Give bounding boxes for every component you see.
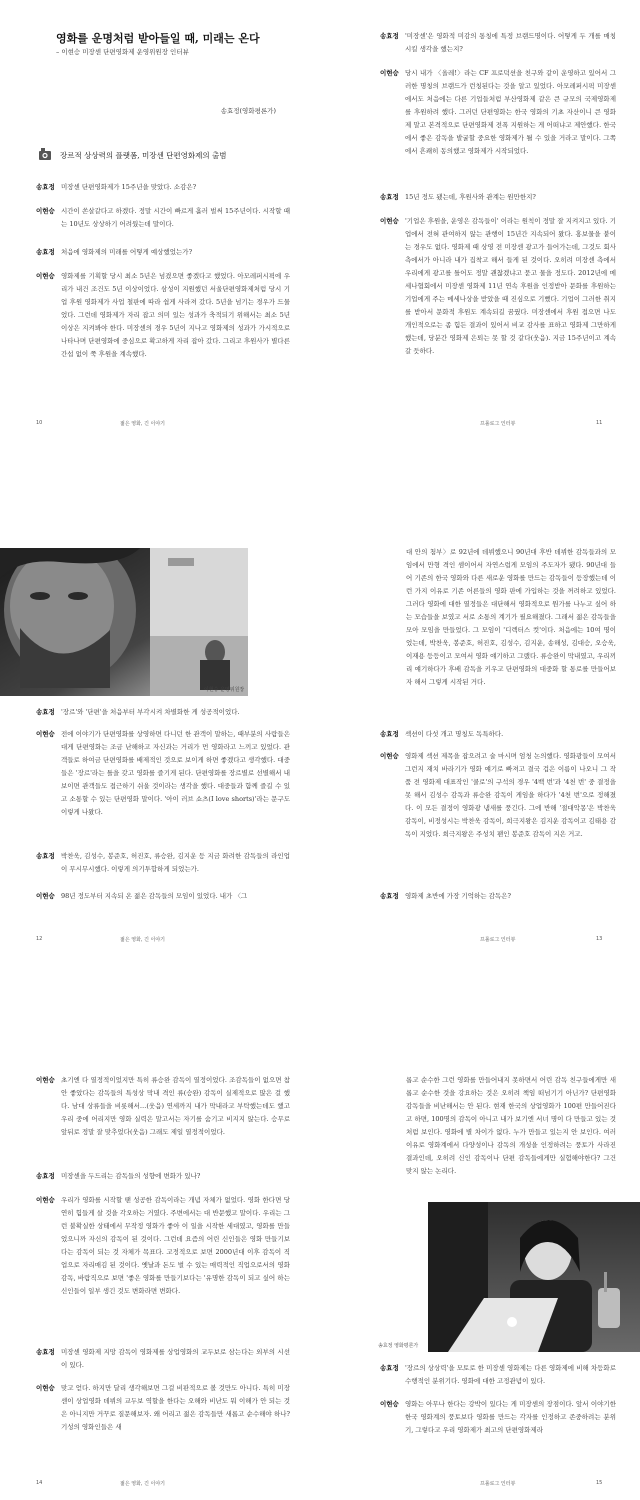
- qa-block: 송효정 미장센 영화제 지망 감독이 영화제를 상업영화의 교두보로 삼는다는 외부의 시선이 있다.: [36, 1348, 290, 1369]
- folio-page-number: 11: [596, 420, 603, 426]
- page-13: [320, 540, 640, 960]
- qa-block: 송효정 '장르'와 '단편'을 처음부터 부각시켜 차별화한 게 성공적이었다.: [36, 708, 240, 716]
- section-heading: 장르적 상상력의 플랫폼, 미장센 단편영화제의 출범: [60, 151, 227, 160]
- qa-block: 송효정 '장르의 상상력'을 모토로 한 미장센 영화제는 다른 영화제에 비해 차등화로 수행적인 분위기다. 영화에 대한 고정관념이 있다.: [380, 1364, 616, 1385]
- page-12: [0, 540, 320, 960]
- folio-page-number: 10: [36, 420, 43, 426]
- qa-block: 이현승 영화는 아무나 한다는 강박이 있다는 게 미장센의 장점이다. 앞서 이야기한 한국 영화계의 풍토보다 영화를 만드는 각자를 인정하고 존중하려는 분위기, 그렇다고 우리 영화제가 최고의 단편영화제라: [380, 1400, 616, 1434]
- folio-section-title: 프롤로그 인터뷰: [480, 421, 516, 427]
- folio-book-title: 젊은 영화, 긴 이야기: [120, 937, 165, 943]
- interviewee-photo: [0, 548, 248, 696]
- qa-block: 이현승 영화제 섹션 제목을 잡으려고 술 마시며 엄청 논의했다. 영화광들이 모여서 그런지 재치 바라기가 영화 얘기로 빠져고 결국 겁은 이름이 나오니 그 작품 전 영화제 대표작인 '쿨로'의 구석의 경우 '4백 번'과 '4천 번' 중 결정을 못 해서 김성수 감독과 류승완 감독이 게임을 하다가 '4천 번'으로 정해졌다. 이 모든 결정이 영화광 냄새를 풍긴다. 그에 반해 '절대악몽'은 박찬욱 감독이, 비정성시는 박찬욱 감독이, 희극지왕은 김지운 감독이고 김태용 감독이 지었다. 희극지왕은 주성치 팬인 봉준호 감독이 지은 거고.: [380, 752, 616, 838]
- qa-block: 이현승 전에 이야기가 단편영화를 상영하면 다니던 한 관객이 말하는, 때부분의 사람들은 대게 단편영화는 조금 난해하고 자신과는 거리가 먼 영화라고 느끼고 있었다. 관객들로 하여금 단편영화를 배제적인 것으로 보이게 하면 좋겠다고 생각했다. 대중들은 '장르'라는 틀을 갖고 영화를 즐기게 된다. 단편영화를 장르별로 선별해서 내보이면 관객들도 접근하기 쉬울 것이라는 생각을 했다. 대중들과 함께 즐길 수 있고 소통할 수 있는 단편영화 말이다. '아이 러브 쇼츠(I love shorts)'라는 문구도 이렇게 나왔다.: [36, 730, 290, 816]
- folio-section-title: 프롤로그 인터뷰: [480, 1481, 516, 1487]
- qa-block: 송효정 미장센 단편영화제가 15주년을 맞았다. 소감은?: [36, 183, 197, 191]
- qa-block: 송효정 미장센을 두드리는 감독들의 성향에 변화가 있나?: [36, 1172, 201, 1180]
- qa-block: 이현승 시간이 쏜살같다고 하겠다. 정말 시간이 빠르게 흘러 벌써 15주년이다. 시작할 때는 10년도 상상하기 어려웠는데 말이다.: [36, 207, 290, 228]
- answer-continuation: 대 안의 첨부〉로 92년에 데뷔했으니 90년대 후반 데뷔한 감독들과의 모임에서 만형 격인 셈이어서 자연스럽게 모임의 주도자가 됐다. 90년대 들어 기존의 한국 영화와 다른 새로운 영화를 만드는 감독들이 등장했는데 이런 가지 이유로 기존 어른들의 영화 판에 가입하는 것을 꺼려하고 있었다. 그러다 영화에 대한 열정들은 대단해서 영화적으로 뭔가를 나누고 싶어 하는 모습들을 보였고 서로 소통의 계기가 필요해졌다. 그래서 젊은 감독들을 모아 모임을 만들었다. 그 모임이 '디렉터스 컷'이다. 처음에는 10여 명이었는데, 박찬욱, 봉준호, 허진호, 김성수, 김지운, 송해성, 김대승, 오승욱, 이재용 등등이고 모여서 영화 얘기하고 그랬다. 류승완이 막내였고, 우리끼리 얘기하다가 후배 감독을 키우고 단편영화의 대중화 할 통로를 만들어보자 해서 그렇게 시작된 거다.: [406, 548, 616, 686]
- folio-page-number: 14: [36, 1480, 43, 1486]
- photo-caption: 송효정 영화평론가: [378, 1343, 419, 1349]
- qa-block: 이현승 당시 내가 〈올레!〉라는 CF 프로덕션을 친구와 같이 운영하고 있어서 그러한 명칭의 브랜드가 런칭된다는 것을 알고 있었다. 아모레퍼시픽 미장센에서도 처음에는 다른 기업들처럼 부산영화제 같은 큰 규모의 국제영화제를 후원하려 했다. 그러던 단편영화는 한국 영화의 기초 자산이니 큰 영화제 말고 본격적으로 단편영화제 전폭 지원하는 게 어떠냐고 제안했다. 한국에서 좋은 감독을 발굴할 중요한 영화제가 될 수 있을 거라고 말이다. 그쪽에서 흔쾌히 동의했고 영화제가 시작되었다.: [380, 69, 616, 155]
- folio-page-number: 15: [596, 1480, 603, 1486]
- qa-block: 송효정 섹션이 다섯 개고 명칭도 독특하다.: [380, 730, 504, 738]
- folio-page-number: 13: [596, 936, 603, 942]
- folio-book-title: 젊은 영화, 긴 이야기: [120, 421, 165, 427]
- qa-block: 송효정 15년 정도 됐는데, 후원사와 관계는 원만한지?: [380, 193, 536, 201]
- qa-block: 이현승 맞고 얻다. 하지만 달리 생각해보면 그걸 비판적으로 볼 것만도 아니다. 특히 미장센이 상업영화 데뷔의 교두보 역할을 한다는 오해와 비난도 뭐 이해가 안 되는 것은 아니지만 거꾸로 질문해보자. 왜 어리고 젊은 감독들만 새롭고 순수해야 하나? 기성의 영화인들은 새: [36, 1384, 290, 1431]
- page-15: [320, 1060, 640, 1500]
- photo-caption: 이현승 운영위원장: [204, 687, 245, 693]
- folio-book-title: 젊은 영화, 긴 이야기: [120, 1481, 165, 1487]
- qa-block: 이현승 초기엔 다 열정적이었지만 특히 류승완 감독이 열정이었다. 조감독들이 없으면 참 안 좋았다는 감독들의 특성상 막내 격인 류(승완) 감독이 실제적으로 많은 걸 했다. 남대 상류들을 비롯해서…(웃음) 연세까지 내가 막내라고 부탁했는데도 했고 우리 중에 어리지만 영화 실력은 말고서는 자기를 숨기고 비지지 않는다. 승무로 앞뒤로 정말 잘 맞추었다(웃음) 그래도 제일 열정적이었다.: [36, 1076, 290, 1136]
- page-14: [0, 1060, 320, 1500]
- folio-section-title: 프롤로그 인터뷰: [480, 937, 516, 943]
- folio-page-number: 12: [36, 936, 43, 942]
- article-title: 영화를 운명처럼 받아들일 때, 미래는 온다: [56, 32, 260, 45]
- qa-block: 송효정 박찬욱, 김성수, 봉준호, 허진호, 류승완, 김지운 등 지금 화려한 감독들의 라인업이 무시무시했다. 이렇게 의기투합하게 되었는가.: [36, 852, 290, 873]
- interviewer-credit: 송효정(영화평론가): [220, 107, 276, 115]
- interviewer-photo: [428, 1202, 640, 1352]
- page-11: [320, 0, 640, 440]
- answer-continuation: 롭고 순수한 그런 영화를 만들어내지 못하면서 어린 감독 친구들에게만 새롭고 순수한 것을 강요하는 것은 오히려 책임 떠넘기기 아닌가? 단편영화 감독들을 비난해서는 안 된다. 현재 한국의 상업영화가 100편 만들어진다고 하면, 100명의 감독이 아니고 내가 보기엔 서너 명이 다 만들고 있는 것처럼 보인다. 영화에 별 차이가 없다. 누가 만들고 있는지 안 보인다. 여러 이유로 영화계에서 다양성이나 감독의 개성을 인정하려는 풍토가 사라진 결과인데, 오히려 신인 감독이나 단편 감독들에게만 실험해야한다? 그건 맞지 않는 논리다.: [406, 1076, 616, 1175]
- qa-block: 이현승 영화제를 기획할 당시 최소 5년은 넘겼으면 좋겠다고 했었다. 아모레퍼시픽에 우리가 내건 조건도 5년 이상이었다. 삼성이 지원했던 서울단편영화제처럼 당시 기업 후원 영화제가 사업 철판에 따라 쉽게 사라져 갔다. 5년을 넘기는 경우가 드물었다. 그런데 영화제가 자리 잡고 의미 있는 성과가 축적되기 위해서는 최소 5년 이상은 지켜봐야 한다. 미장센의 경우 5년이 지나고 영화제의 성과가 가시적으로 나타나며 단편영화에 중심으로 확고하게 자리 잡아 갔다. 그리고 후원사가 별다른 간섭 없이 쭉 후원을 계속했다.: [36, 272, 290, 358]
- section-icon: [38, 146, 52, 160]
- page-10: [0, 0, 320, 440]
- qa-block: 송효정 처음에 영화제의 미래를 어떻게 예상했었는가?: [36, 248, 193, 256]
- article-subtitle: – 이현승 미장센 단편영화제 운영위원장 인터뷰: [56, 48, 189, 56]
- qa-block: 이현승 우리가 영화를 시작할 땐 성공한 감독이라는 개념 자체가 없었다. 영화 한다면 당연히 힘들게 살 것을 각오하는 거였다. 주변에서는 대 반문했고 말이다. 우리는 그런 불확실한 상태에서 무작정 영화가 좋아 이 일을 시작한 세대였고, 영화를 만들었으니까 자신의 감독이 된 것이다. 그런데 요즘의 어린 신인들은 영화 만들기보다는 감독이 되는 것 자체가 목표다. 고정적으로 보면 2000년대 이후 감독이 직업으로 자리매김 된 것이다. 옛날과 돈도 벌 수 있는 매력적인 직업으로서의 영화감독, 바람직으로 보면 '좋은 영화를 만들기보다는 '유명한 감독이 되고 싶어 하는 신인들이 일부 생긴 것도 변화라면 변화다.: [36, 1196, 290, 1295]
- qa-block: 송효정 '미장센'은 영화적 미감의 통칭에 특정 브랜드명이다. 어떻게 두 개를 매칭시킬 생각을 했는지?: [380, 32, 616, 53]
- qa-block: 송효정 영화제 초반에 가장 기억하는 감독은?: [380, 892, 511, 900]
- qa-block: 이현승 '기업은 후원을, 운영은 감독들이' 이라는 원칙이 정말 잘 지켜지고 있다. 기업에서 전혀 관여하지 않는 관행이 15년간 지속되어 왔다. 홍보물을 붙이는 경우도 없다. 영화제 때 상영 전 미장센 광고가 들어가는데, 그것도 회사 측에서가 아니라 내가 집착고 해서 들게 된 것이다. 오히려 미장센 측에서 우리에게 광고를 틀어도 정말 괜찮겠냐고 묻고 물을 정도다. 2012년에 메세나협회에서 미장센 영화제 11년 연속 후원을 인정받아 문화를 후원하는 기업에게 주는 메세나상을 받았을 때 진심으로 기뻤다. 기업이 그러한 취지를 받아서 문화적 후원도 계속되길 꿈꿨다. 미장센에서 후원 접으면 나도 개인적으로는 좀 힘든 결과이 있어서 비교 감사를 표하고 영화제 그만하게 했는데, 당분간 영화제 은퇴는 못 할 것 같다(웃음). 지금 15주년이고 계속 갈 듯하다.: [380, 217, 616, 355]
- qa-block: 이현승 98년 정도부터 지속되 온 젊은 감독들의 모임이 있었다. 내가 〈그: [36, 892, 248, 900]
